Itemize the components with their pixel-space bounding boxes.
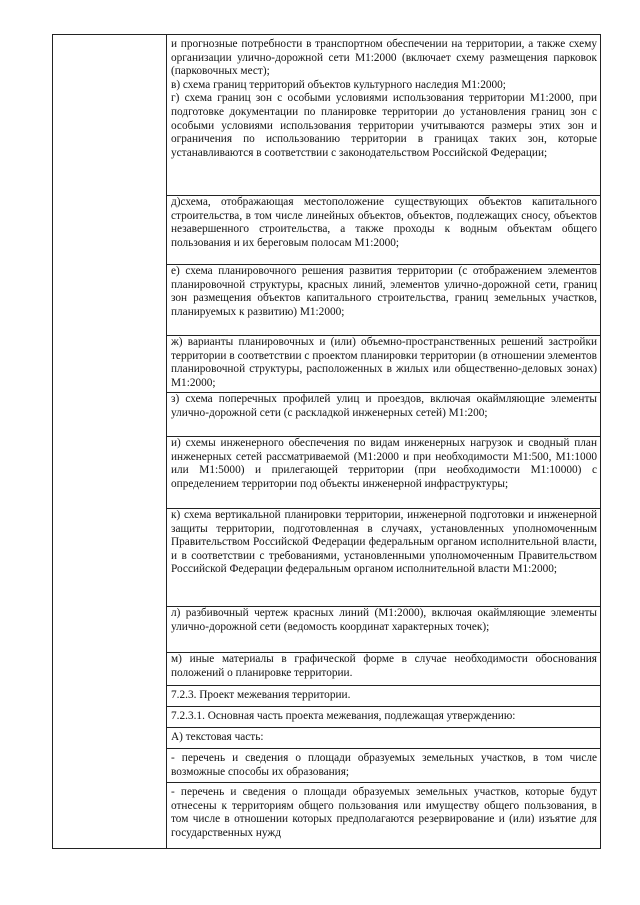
subsection-heading: А) текстовая часть: xyxy=(171,731,264,743)
list-item: - перечень и сведения о площади образуемых земельных участков, в том числе возможные способы их образования; xyxy=(171,752,597,778)
cell-text: л) разбивочный чертеж красных линий (М1:2000), включая окаймляющие элементы улично-дорожной сети (ведомость координат характерных точек); xyxy=(171,607,597,633)
cell-text: и прогнозные потребности в транспортном обеспечении на территории, а также схему организации улично-дорожной сети М1:2000 (включает схему размещения парковок (парковочных мест); в) схема границ территорий объектов культурного наследия М1:2000; г) схема границ зон с особыми условиями использования территории М1:2000, при подготовке документации по планировке территории до установления границ зон с особыми условиями использования территории учитываются размеры этих зон и ограничения по использованию территории в границах таких зон, которые устанавливаются в соответствии с законодательством Российской Федерации; xyxy=(171,38,597,159)
cell-text: и) схемы инженерного обеспечения по видам инженерных нагрузок и сводный план инженерных сетей рассматриваемой (М1:2000 и при необходимости М1:500, М1:1000 или М1:5000) и прилегающей территории (при необходимости М1:10000) с определением территории под объекты инженерной инфраструктуры; xyxy=(171,437,597,490)
cell-text: е) схема планировочного решения развития территории (с отображением элементов планировочной структуры, красных линий, элементов улично-дорожной сети, границ зон размещения объектов капитального строительства, границ земельных участков, планируемых к развитию) М1:2000; xyxy=(171,265,597,318)
table-cell-item-m xyxy=(167,653,600,686)
table-cell-item-e xyxy=(167,265,600,336)
table-cell-item-z xyxy=(167,393,600,437)
table-cell-list-item-2 xyxy=(167,783,600,849)
cell-text: д)схема, отображающая местоположение существующих объектов капитального строительства, в том числе линейных объектов, объектов, подлежащих сносу, объектов незавершенного строительства, а также проходы к водным объектам общего пользования и их береговым полосам М1:2000; xyxy=(171,196,597,249)
table-cell-text-part xyxy=(167,728,600,749)
table-right-column xyxy=(167,35,600,848)
list-item: - перечень и сведения о площади образуемых земельных участков, которые будут отнесены к территориям общего пользования или имуществу общего пользования, в том числе в отношении которых предполагаются резервирование и (или) изъятие для государственных нужд xyxy=(171,786,597,839)
table-cell-item-d xyxy=(167,196,600,265)
table-cell-section-7-2-3 xyxy=(167,686,600,707)
cell-text: м) иные материалы в графической форме в случае необходимости обоснования положений о планировке территории. xyxy=(171,653,597,679)
table-cell-item-i xyxy=(167,437,600,509)
table-cell-list-item-1 xyxy=(167,749,600,783)
section-heading: 7.2.3. Проект межевания территории. xyxy=(171,689,351,701)
table-cell-section-7-2-3-1 xyxy=(167,707,600,728)
table-left-column xyxy=(53,35,167,848)
table-cell-items-v-g xyxy=(167,35,600,196)
document-table xyxy=(52,34,601,849)
table-cell-item-zh xyxy=(167,336,600,393)
cell-text: к) схема вертикальной планировки территории, инженерной подготовки и инженерной защиты территории, подготовленная в случаях, установленных уполномоченным Правительством Российской Федерации федеральным органом исполнительной власти, и в соответствии с требованиями, установленными уполномоченным Правительством Российской Федерации федеральным органом исполнительной власти М1:2000; xyxy=(171,509,597,576)
table-cell-item-l xyxy=(167,607,600,653)
cell-text: ж) варианты планировочных и (или) объемно-пространственных решений застройки территории в соответствии с проектом планировки территории (в отношении элементов планировочной структуры, расположенных в жилых или общественно-деловых зонах) М1:2000; xyxy=(171,336,597,389)
section-heading: 7.2.3.1. Основная часть проекта межевания, подлежащая утверждению: xyxy=(171,710,516,722)
cell-text: з) схема поперечных профилей улиц и проездов, включая окаймляющие элементы улично-дорожной сети (с раскладкой инженерных сетей) М1:200; xyxy=(171,393,597,419)
table-cell-item-k xyxy=(167,509,600,607)
